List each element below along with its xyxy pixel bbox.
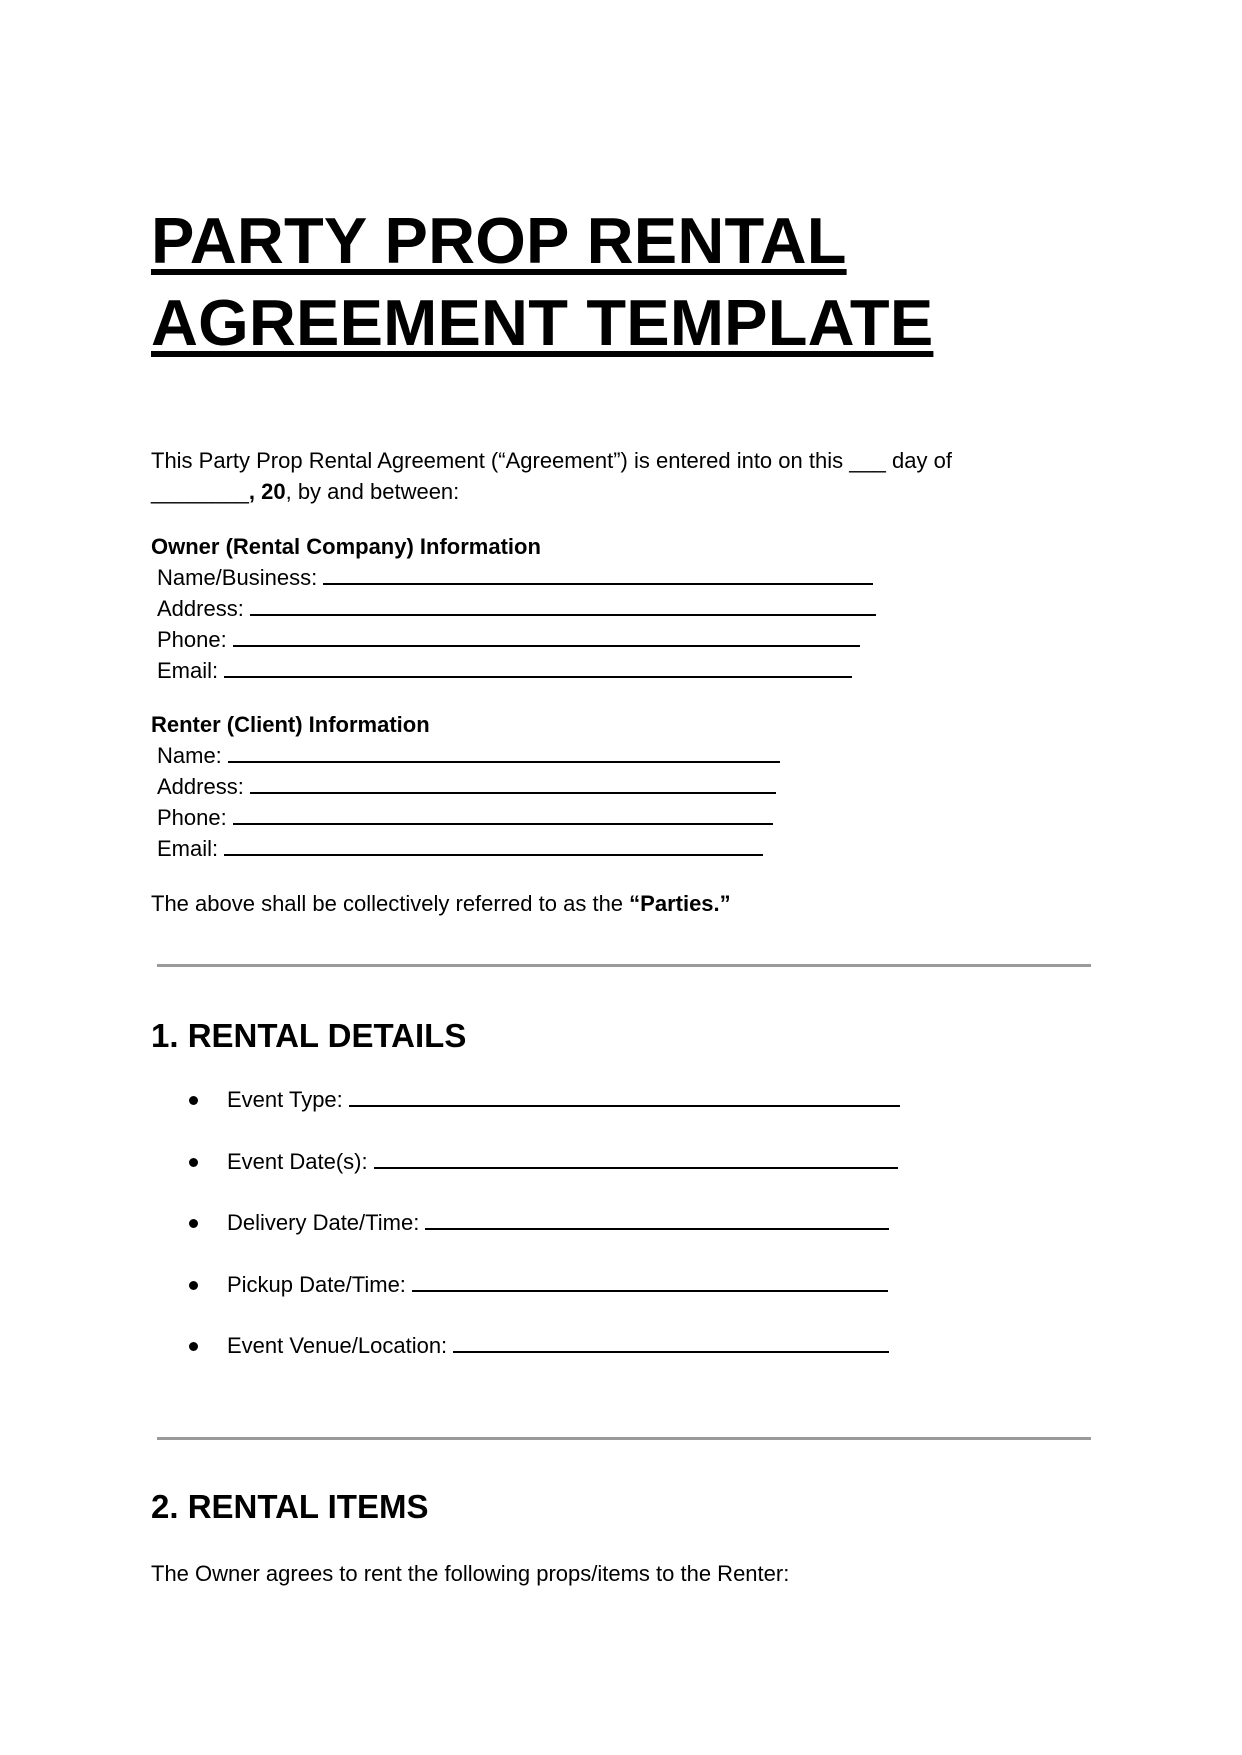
parties-bold-term: “Parties.”	[629, 891, 731, 916]
renter-phone-field	[151, 802, 1051, 833]
section-1-title: 1. RENTAL DETAILS	[151, 1017, 467, 1054]
rental-detail-delivery	[189, 1207, 900, 1269]
event-type-blank[interactable]	[349, 1085, 900, 1107]
intro-line-2-rest: , by and between:	[285, 479, 460, 504]
section-2-title: 2. RENTAL ITEMS	[151, 1488, 429, 1525]
rental-detail-event-dates	[189, 1146, 900, 1208]
owner-information-block	[151, 531, 1051, 686]
bullet-icon	[189, 1342, 198, 1351]
renter-phone-blank[interactable]	[233, 803, 773, 825]
event-dates-label: Event Date(s):	[227, 1148, 368, 1174]
rental-detail-pickup	[189, 1269, 900, 1331]
renter-address-blank[interactable]	[250, 772, 776, 794]
rental-detail-venue	[189, 1330, 900, 1392]
document-title	[151, 200, 1091, 364]
owner-phone-blank[interactable]	[233, 625, 860, 647]
bullet-icon	[189, 1096, 198, 1105]
owner-name-blank[interactable]	[323, 563, 873, 585]
renter-email-blank[interactable]	[224, 834, 763, 856]
renter-address-field	[151, 771, 1051, 802]
owner-address-blank[interactable]	[250, 594, 876, 616]
bullet-icon	[189, 1219, 198, 1228]
rental-detail-event-type	[189, 1084, 900, 1146]
owner-address-label: Address:	[157, 596, 244, 621]
section-divider-2	[157, 1437, 1091, 1440]
parties-prefix: The above shall be collectively referred to as the	[151, 891, 630, 916]
delivery-blank[interactable]	[425, 1208, 889, 1230]
renter-name-field	[151, 740, 1051, 771]
delivery-label: Delivery Date/Time:	[227, 1210, 420, 1235]
venue-label: Event Venue/Location:	[227, 1333, 448, 1358]
venue-blank[interactable]	[453, 1331, 889, 1353]
renter-name-label: Name:	[157, 743, 222, 768]
intro-line-1: This Party Prop Rental Agreement (“Agreement”) is entered into on this ___ day of	[151, 448, 952, 473]
owner-name-field	[151, 562, 1051, 593]
rental-details-list	[189, 1084, 900, 1392]
document-title-line-1: PARTY PROP RENTAL	[151, 204, 847, 277]
rental-items-intro: The Owner agrees to rent the following props/items to the Renter:	[151, 1561, 790, 1586]
bullet-icon	[189, 1158, 198, 1167]
parties-statement	[151, 888, 731, 919]
renter-phone-label: Phone:	[157, 805, 227, 830]
renter-heading: Renter (Client) Information	[151, 712, 430, 737]
section-divider-1	[157, 964, 1091, 967]
intro-paragraph	[151, 445, 1091, 507]
owner-address-field	[151, 593, 1051, 624]
owner-heading: Owner (Rental Company) Information	[151, 534, 541, 559]
owner-name-label: Name/Business:	[157, 565, 318, 590]
renter-email-label: Email:	[157, 836, 219, 861]
intro-line-2	[151, 476, 1091, 507]
renter-information-block	[151, 709, 1051, 864]
owner-email-field	[151, 655, 1051, 686]
renter-address-label: Address:	[157, 774, 244, 799]
event-type-label: Event Type:	[227, 1087, 343, 1112]
owner-phone-label: Phone:	[157, 627, 227, 652]
owner-phone-field	[151, 624, 1051, 655]
renter-name-blank[interactable]	[228, 741, 780, 763]
owner-email-blank[interactable]	[224, 656, 852, 678]
bullet-icon	[189, 1281, 198, 1290]
pickup-blank[interactable]	[412, 1270, 888, 1292]
document-title-line-2: AGREEMENT TEMPLATE	[151, 286, 934, 359]
owner-email-label: Email:	[157, 658, 219, 683]
intro-year-bold: , 20	[248, 479, 286, 504]
renter-email-field	[151, 833, 1051, 864]
event-dates-blank[interactable]	[374, 1147, 898, 1169]
intro-month-blank[interactable]: ________	[151, 479, 249, 504]
pickup-label: Pickup Date/Time:	[227, 1271, 406, 1297]
